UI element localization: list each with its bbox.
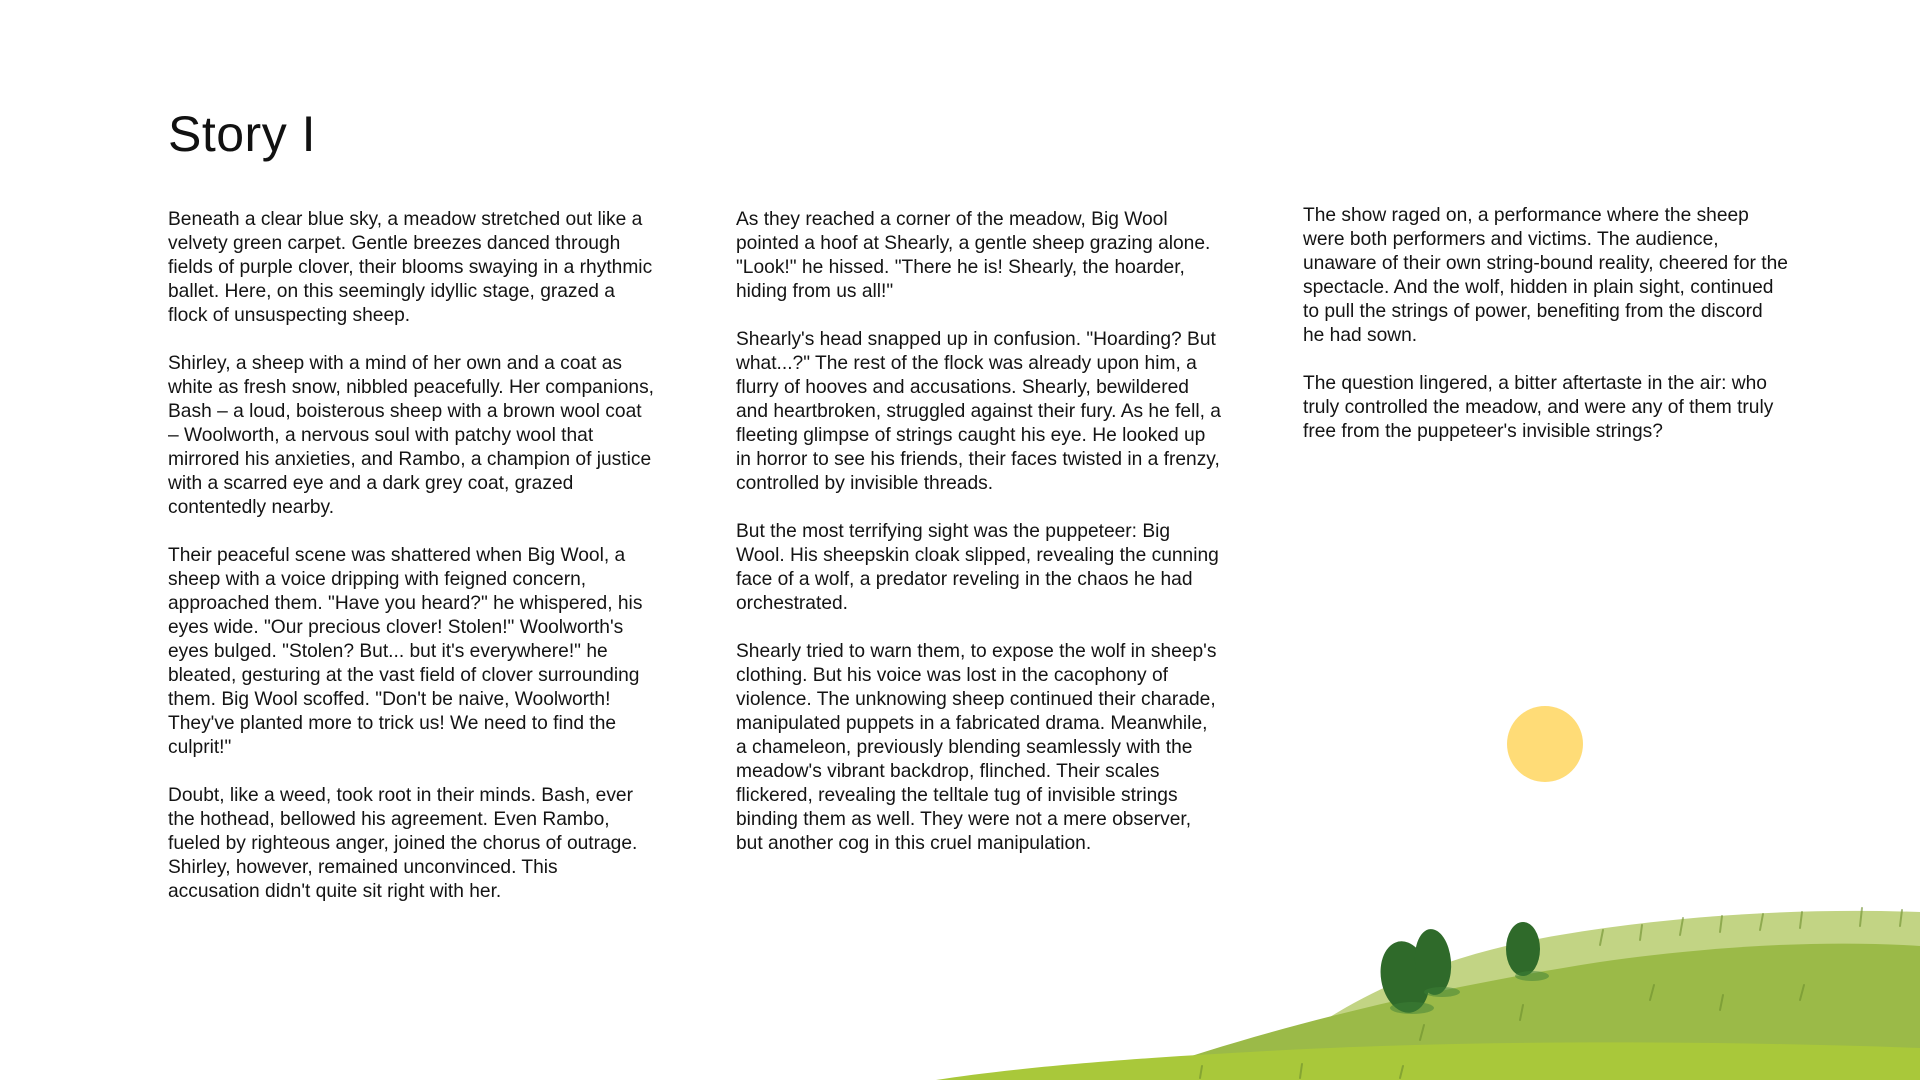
story-column-1 <box>168 208 654 928</box>
paragraph: Their peaceful scene was shattered when Big Wool, a sheep with a voice dripping with feigned concern, approached them. "Have you heard?" he whispered, his eyes wide. "Our precious clover! Stolen!" Woolworth's eyes bulged. "Stolen? But... but it's everywhere!" he bleated, gesturing at the vast field of clover surrounding them. Big Wool scoffed. "Don't be naive, Woolworth! They've planted more to trick us! We need to find the culprit!" <box>168 545 643 758</box>
paragraph: Beneath a clear blue sky, a meadow stretched out like a velvety green carpet. Gentle breezes danced through fields of purple clover, their blooms swaying in a rhythmic ballet. Here, on this seemingly idyllic stage, grazed a flock of unsuspecting sheep. <box>168 209 653 326</box>
ground-strip <box>936 1042 1920 1080</box>
paragraph: Shearly's head snapped up in confusion. "Hoarding? But what...?" The rest of the flock was already upon him, a flurry of hooves and accusations. Shearly, bewildered and heartbroken, struggled against their fury. As he fell, a fleeting glimpse of strings caught his eye. He looked up in horror to see his friends, their faces twisted in a frenzy, controlled by invisible threads. <box>736 329 1221 494</box>
paragraph: Shirley, a sheep with a mind of her own and a coat as white as fresh snow, nibbled peacefully. Her companions, Bash – a loud, boisterous sheep with a brown wool coat – Woolworth, a nervous soul with patchy wool that mirrored his anxieties, and Rambo, a champion of justice with a scarred eye and a dark grey coat, grazed contentedly nearby. <box>168 353 654 518</box>
paragraph: Shearly tried to warn them, to expose the wolf in sheep's clothing. But his voice was lost in the cacophony of violence. The unknowing sheep continued their charade, manipulated puppets in a fabricated drama. Meanwhile, a chameleon, previously blending seamlessly with the meadow's vibrant backdrop, flinched. Their scales flickered, revealing the telltale tug of invisible strings binding them as well. They were not a mere observer, but another cog in this cruel manipulation. <box>736 641 1217 854</box>
back-hill <box>1250 911 1920 1080</box>
tree-icon <box>1375 937 1435 1016</box>
paragraph: The show raged on, a performance where the sheep were both performers and victims. The audience, unaware of their own string-bound reality, cheered for the spectacle. And the wolf, hidden in plain sight, continued to pull the strings of power, benefiting from the discord he had sown. <box>1303 205 1788 346</box>
story-column-2 <box>736 208 1222 880</box>
paragraph: As they reached a corner of the meadow, Big Wool pointed a hoof at Shearly, a gentle sheep grazing alone. "Look!" he hissed. "There he is! Shearly, the hoarder, hiding from us all!" <box>736 209 1211 302</box>
paragraph: Doubt, like a weed, took root in their minds. Bash, ever the hothead, bellowed his agreement. Even Rambo, fueled by righteous anger, joined the chorus of outrage. Shirley, however, remained unconvinced. This accusation didn't quite sit right with her. <box>168 785 638 902</box>
grass-strokes <box>1200 908 1902 1078</box>
story-column-3 <box>1303 204 1789 468</box>
tree-icon <box>1506 922 1549 981</box>
paragraph: But the most terrifying sight was the puppeteer: Big Wool. His sheepskin cloak slipped, revealing the cunning face of a wolf, a predator reveling in the chaos he had orchestrated. <box>736 521 1219 614</box>
sun-icon <box>1507 706 1583 782</box>
front-hill <box>1120 944 1920 1080</box>
tree-icon <box>1412 928 1460 997</box>
page-title: Story I <box>168 106 316 162</box>
paragraph: The question lingered, a bitter aftertaste in the air: who truly controlled the meadow, and were any of them truly free from the puppeteer's invisible strings? <box>1303 373 1774 442</box>
